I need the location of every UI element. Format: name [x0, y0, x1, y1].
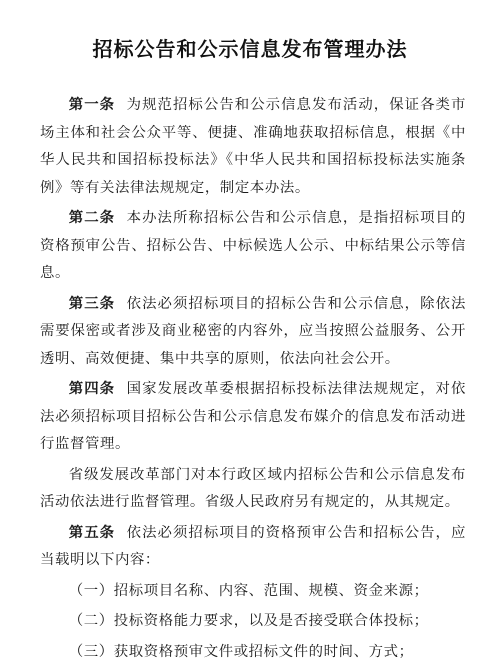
- list-item-text: （二）投标资格能力要求，以及是否接受联合体投标；: [68, 613, 429, 629]
- article-text: 依法必须招标项目的资格预审公告和招标公告，应当载明以下内容：: [40, 524, 466, 568]
- article-2-paragraph: [40, 205, 466, 288]
- list-item-1: [40, 578, 466, 606]
- article-lead: 第四条: [68, 381, 116, 397]
- article-text: 依法必须招标项目的招标公告和公示信息，除依法需要保密或者涉及商业秘密的内容外，应当按照公益服务、公开透明、高效便捷、集中共享的原则，依法向社会公开。: [40, 295, 466, 367]
- list-item-text: （三）获取资格预审文件或招标文件的时间、方式；: [68, 643, 414, 660]
- article-4-continuation-paragraph: [40, 462, 466, 517]
- list-item-2: [40, 608, 466, 636]
- article-text: 国家发展改革委根据招标投标法律法规规定，对依法必须招标项目招标公告和公示信息发布媒介的信息发布活动进行监督管理。: [40, 381, 466, 452]
- article-text: 为规范招标公告和公示信息发布活动，保证各类市场主体和社会公众平等、便捷、准确地获取招标信息，根据《中华人民共和国招标投标法》《中华人民共和国招标投标法实施条例》等有关法律法规规定，制定本办法。: [40, 97, 466, 196]
- paragraph-text: 省级发展改革部门对本行政区域内招标公告和公示信息发布活动依法进行监督管理。省级人民政府另有规定的，从其规定。: [40, 466, 466, 510]
- list-item-3: [40, 639, 466, 666]
- article-lead: 第五条: [68, 524, 116, 541]
- list-item-text: （一）招标项目名称、内容、范围、规模、资金来源；: [68, 582, 429, 599]
- article-lead: 第三条: [68, 295, 116, 312]
- document-body: [40, 92, 466, 666]
- article-1-paragraph: [40, 92, 466, 202]
- article-4-paragraph: [40, 376, 466, 459]
- article-lead: 第一条: [68, 97, 116, 113]
- article-5-paragraph: [40, 520, 466, 575]
- article-lead: 第二条: [68, 210, 116, 226]
- document-title: 招标公告和公示信息发布管理办法: [92, 37, 408, 61]
- article-text: 本办法所称招标公告和公示信息，是指招标项目的资格预审公告、招标公告、中标候选人公示、中标结果公示等信息。: [40, 210, 466, 281]
- article-3-paragraph: [40, 291, 466, 374]
